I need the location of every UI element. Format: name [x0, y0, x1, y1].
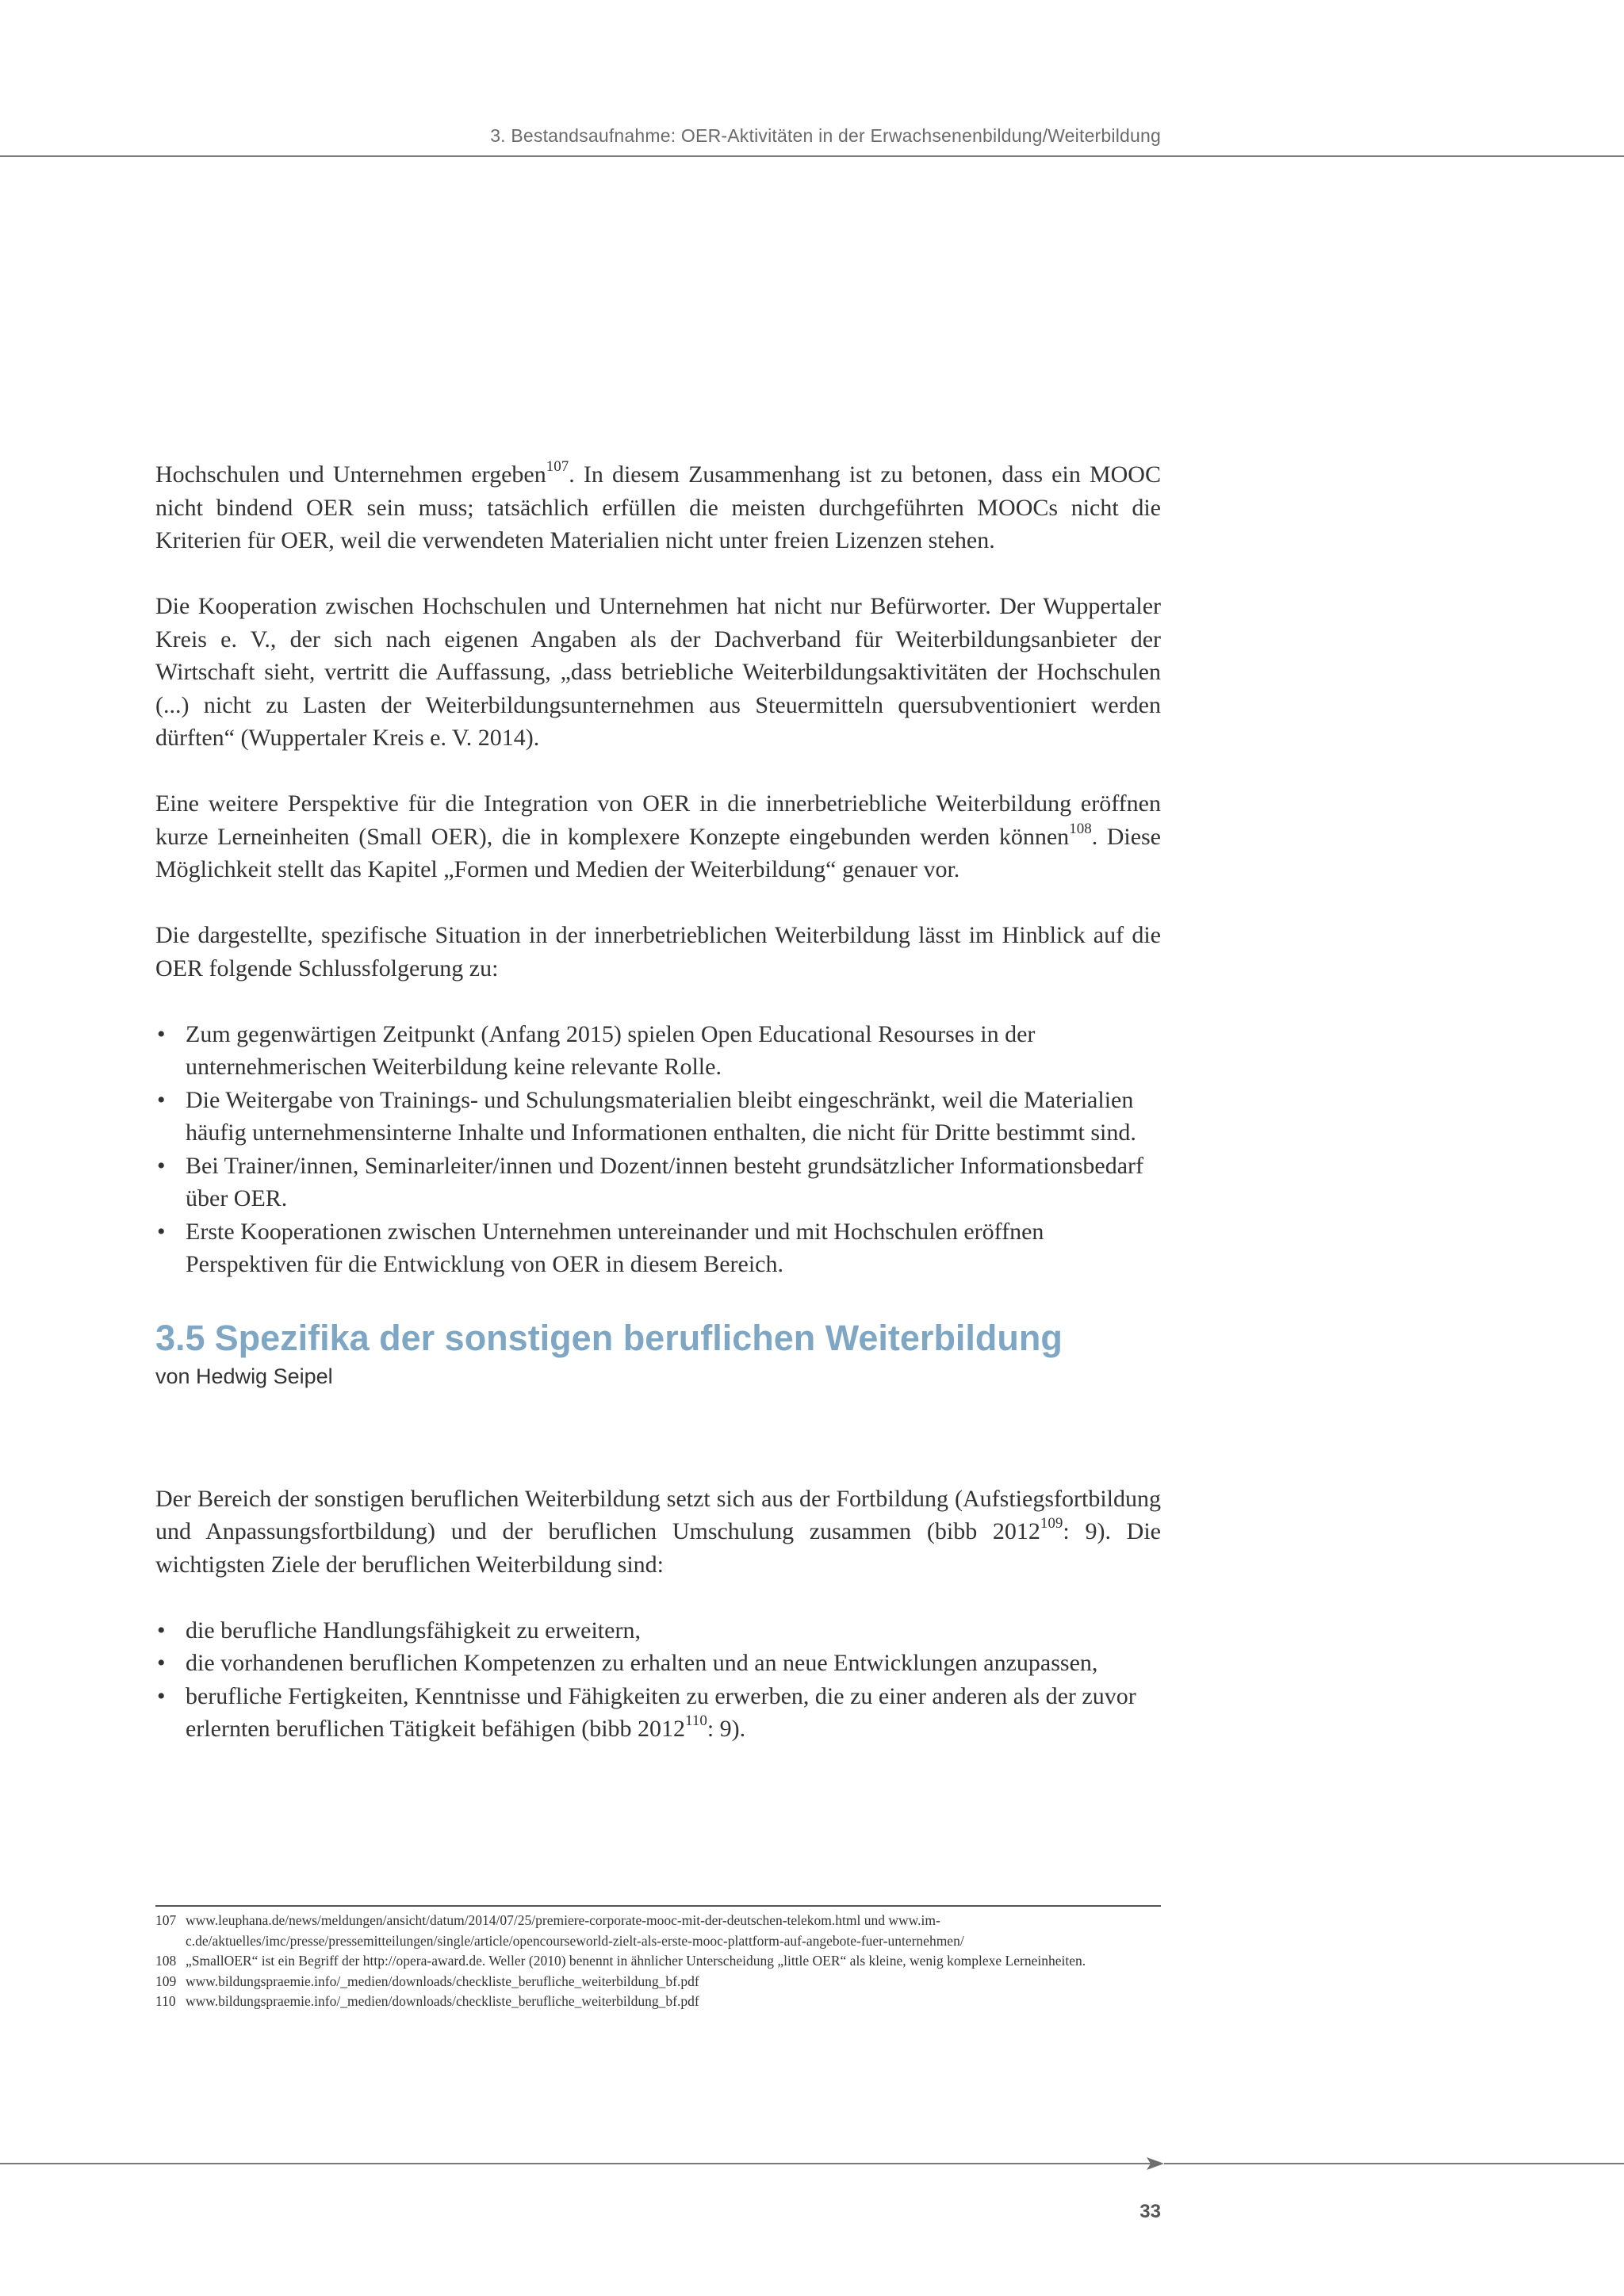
bullet-icon: • — [157, 1617, 166, 1644]
paragraph-1-text-b: . In diesem Zusammenhang ist zu betonen, dass ein MOOC nicht bindend OER sein muss; tatsächlich erfüllen die meisten durchgeführten MOOCs nicht die Kriterien für OER, weil die verwendeten Materialien nicht unter freien Lizenzen stehen. — [155, 461, 1161, 553]
section-number: 3.5 — [155, 1317, 205, 1358]
bullet-icon: • — [157, 1086, 166, 1113]
arrow-right-icon — [1147, 2156, 1164, 2172]
paragraph-4: Die dargestellte, spezifische Situation in der innerbetrieblichen Weiterbildung lässt im Hinblick auf die OER folgende Schlussfolgerung zu: — [155, 922, 1161, 982]
list-item-text: die berufliche Handlungsfähigkeit zu erweitern, — [186, 1617, 641, 1644]
list-item-text: Die Weitergabe von Trainings- und Schulungsmaterialien bleibt eingeschränkt, weil die Materialien häufig unternehmensinterne Inhalte und Informationen enthalten, die nicht für Dritte bestimmt sind. — [186, 1086, 1136, 1146]
bullet-icon: • — [157, 1650, 166, 1676]
footnote-ref-109[interactable]: 109 — [1040, 1515, 1063, 1532]
footnote-ref-107[interactable]: 107 — [546, 458, 569, 475]
footnote-text[interactable]: www.leuphana.de/news/meldungen/ansicht/datum/2014/07/25/premiere-corporate-mooc-mit-der-deutschen-telekom.html und www.im-c.de/aktuelles/imc/presse/pressemitteilungen/single/article/opencourseworld-zielt-als-erste-mooc-plattform-auf-angebote-fuer-unternehmen/ — [186, 1912, 964, 1949]
list-item — [155, 1680, 1161, 1746]
footnote-text[interactable]: www.bildungspraemie.info/_medien/downloads/checkliste_berufliche_weiterbildung_bf.pdf — [186, 1993, 699, 2009]
bullet-icon: • — [157, 1152, 166, 1179]
footnote-number: 107 — [155, 1912, 177, 1928]
list-item-text: Zum gegenwärtigen Zeitpunkt (Anfang 2015) spielen Open Educational Resourses in der unternehmerischen Weiterbildung keine relevante Rolle. — [186, 1020, 1036, 1080]
footnote-text[interactable]: „SmallOER“ ist ein Begriff der http://opera-award.de. Weller (2010) benennt in ähnlicher Unterscheidung „little OER“ als kleine, wenig komplexe Lerneinheiten. — [186, 1953, 1086, 1969]
paragraph-2: Die Kooperation zwischen Hochschulen und Unternehmen hat nicht nur Befürworter. Der Wuppertaler Kreis e. V., der sich nach eigenen Angaben als der Dachverband für Weiterbildungsanbieter der Wirtschaft sieht, vertritt die Auffassung, „dass betriebliche Weiterbildungsaktivitäten der Hochschulen (...) nicht zu Lasten der Weiterbildungsunternehmen aus Steuermitteln quersubventioniert werden dürften“ (Wuppertaler Kreis e. V. 2014). — [155, 593, 1161, 751]
list-item — [155, 1150, 1161, 1215]
bullet-icon: • — [157, 1682, 166, 1709]
goals-list — [155, 1614, 1161, 1746]
footnote-ref-108[interactable]: 108 — [1069, 820, 1092, 837]
paragraph-3-text-b: . Diese Möglichkeit stellt das Kapitel „Formen und Medien der Weiterbildung“ genauer vor. — [155, 823, 1162, 882]
paragraph-3-text-a: Eine weitere Perspektive für die Integration von OER in die innerbetriebliche Weiterbildung eröffnen kurze Lerneinheiten (Small OER), die in komplexere Konzepte eingebunden werden können — [155, 790, 1161, 850]
paragraph-1-text-a: Hochschulen und Unternehmen ergeben — [155, 461, 546, 488]
page-number: 33 — [1139, 2201, 1161, 2222]
page-content — [155, 458, 1161, 1778]
footnote-number: 108 — [155, 1953, 177, 1969]
bullet-icon: • — [157, 1020, 166, 1047]
list-item — [155, 1647, 1161, 1680]
list-item — [155, 1614, 1161, 1647]
paragraph-5-text-b: : 9). Die wichtigsten Ziele der beruflichen Weiterbildung sind: — [155, 1518, 1161, 1578]
list-item — [155, 1215, 1161, 1281]
footnotes — [155, 1911, 1161, 2012]
list-item-text-b: : 9). — [707, 1716, 746, 1742]
footnote-ref-110[interactable]: 110 — [685, 1712, 707, 1729]
running-header: 3. Bestandsaufnahme: OER-Aktivitäten in der Erwachsenenbildung/Weiterbildung — [490, 125, 1161, 146]
list-item-text: die vorhandenen beruflichen Kompetenzen zu erhalten und an neue Entwicklungen anzupassen, — [186, 1650, 1098, 1676]
paragraph-3 — [155, 787, 1161, 886]
list-item — [155, 1018, 1161, 1084]
footnote-109 — [155, 1972, 1161, 1992]
section-heading — [155, 1316, 1161, 1360]
footnote-text[interactable]: www.bildungspraemie.info/_medien/downloads/checkliste_berufliche_weiterbildung_bf.pdf — [186, 1973, 699, 1989]
footnote-number: 109 — [155, 1973, 177, 1989]
paragraph-1 — [155, 458, 1161, 557]
conclusion-list — [155, 1018, 1161, 1281]
paragraph-5-text-a: Der Bereich der sonstigen beruflichen Weiterbildung setzt sich aus der Fortbildung (Aufstiegsfortbildung und Anpassungsfortbildung) und der beruflichen Umschulung zusammen (bibb 2012 — [155, 1485, 1161, 1544]
footnote-divider — [155, 1905, 1161, 1907]
list-item-text: Bei Trainer/innen, Seminarleiter/innen und Dozent/innen besteht grundsätzlicher Informationsbedarf über OER. — [186, 1152, 1143, 1211]
footer-divider-right — [1164, 2163, 1624, 2164]
footer-divider — [0, 2163, 1151, 2164]
footnote-108 — [155, 1951, 1161, 1972]
header-divider — [0, 155, 1624, 157]
footnote-number: 110 — [155, 1993, 176, 2009]
paragraph-5 — [155, 1483, 1161, 1582]
list-item-text-a: berufliche Fertigkeiten, Kenntnisse und Fähigkeiten zu erwerben, die zu einer anderen als der zuvor erlernten beruflichen Tätigkeit befähigen (bibb 2012 — [186, 1682, 1136, 1742]
footnote-110 — [155, 1992, 1161, 2012]
section-title: Spezifika der sonstigen beruflichen Weiterbildung — [214, 1317, 1063, 1358]
list-item — [155, 1084, 1161, 1150]
bullet-icon: • — [157, 1218, 166, 1245]
list-item-text: Erste Kooperationen zwischen Unternehmen untereinander und mit Hochschulen eröffnen Perspektiven für die Entwicklung von OER in diesem Bereich. — [186, 1218, 1044, 1277]
section-author: von Hedwig Seipel — [155, 1364, 333, 1388]
footnote-107 — [155, 1911, 1161, 1951]
